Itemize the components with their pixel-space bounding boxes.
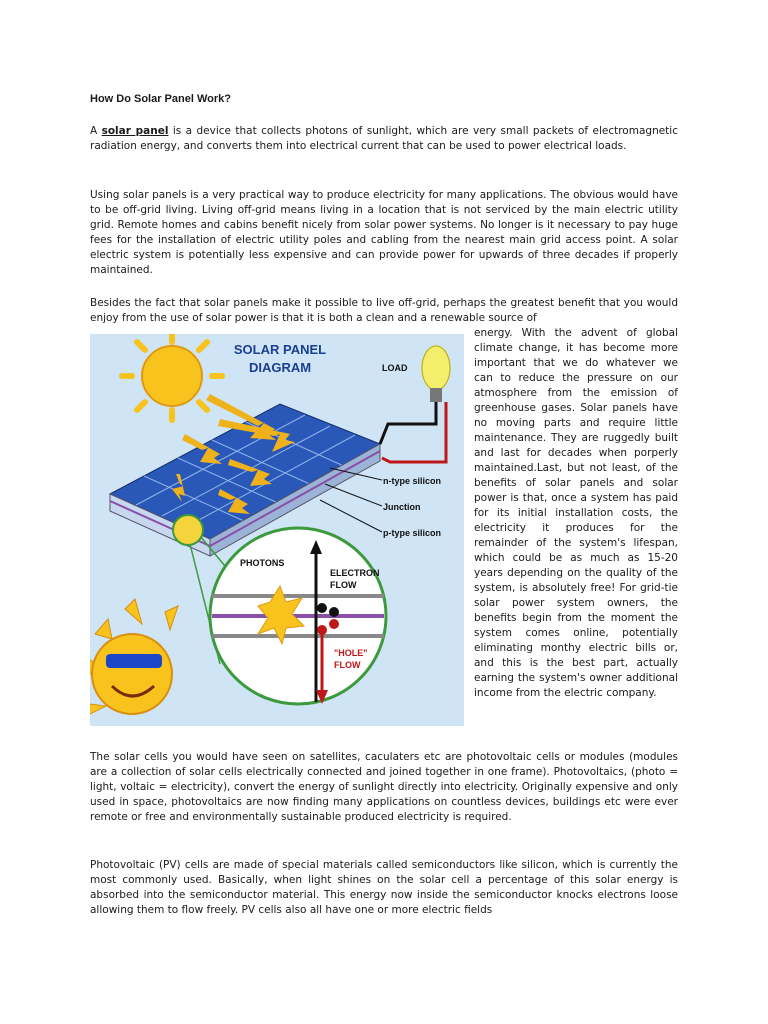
paragraph-4: The solar cells you would have seen on satellites, caculaters etc are photovoltaic cells or modules (modules are a collection of solar cells electrically connected and joined together in one frame). Photovoltaics, (photo = light, voltaic = electricity), convert the energy of sunlight directly into electricity. Originally expensive and only used in space, photovoltaics are now finding many applications on countless devices, buildings etc were ever remote or free and environmentally sustainable produced electricity is required. (90, 751, 678, 823)
paragraph-3-wrap: energy. With the advent of global climate change, it has become more important that we do whatever we can to reduce the pressure on our atmosphere from the emission of greenhouse gases. Solar panels have no moving parts and require little maintenance. They are ruggedly built and last for decades when porperly maintained.Last, but not least, of the benefits of solar panels and solar power is that, once a system has paid for its initial installation costs, the electricity it produces for the remainder of the system's lifespan, which could be as much as 15-20 years depending on the quality of the system, is absolutely free! For grid-tie solar power system owners, the benefits begin from the moment the system comes online, potentially eliminating monthy electric bills or, and this is the best part, actually earning the system's owner additional income from the electric company. (474, 327, 678, 699)
zoom-origin (173, 515, 203, 545)
magnified-cell (210, 528, 386, 704)
paragraph-5: Photovoltaic (PV) cells are made of special materials called semiconductors like silicon, which is currently the most commonly used. Basically, when light shines on the solar cell a percentage of this solar energy is absorbed into the semiconductor material. This energy now inside the semiconductor knocks electrons loose allowing them to flow freely. PV cells also all have one or more electric fields (90, 859, 678, 916)
electron-label: ELECTRON (330, 568, 380, 578)
diagram-title-2: DIAGRAM (248, 360, 312, 375)
diagram-title-1: SOLAR PANEL (233, 342, 327, 357)
electron-flow-label: FLOW (330, 580, 357, 590)
p-type-label: p-type silicon (383, 528, 442, 538)
junction-label: Junction (383, 502, 421, 512)
hole-flow-label: FLOW (334, 660, 361, 670)
load-label: LOAD (382, 363, 408, 373)
solar-panel-link[interactable]: solar panel (101, 125, 169, 137)
page-title: How Do Solar Panel Work? (90, 93, 231, 105)
n-type-label: n-type silicon (383, 476, 442, 486)
para1-lead: A (90, 125, 102, 137)
solar-panel-diagram (90, 334, 464, 726)
paragraph-1 (90, 124, 678, 154)
paragraph-2: Using solar panels is a very practical way to produce electricity for many applications. The obvious would have to be off-grid living. Living off-grid means living in a location that is not serviced by the main electric utility grid. Remote homes and cabins benefit nicely from solar power systems. No longer is it necessary to pay huge fees for the installation of electric utility poles and cabling from the nearest main grid access point. A solar electric system is potentially less expensive and can provide power for upwards of three decades if properly maintained. (90, 189, 678, 276)
para1-rest: is a device that collects photons of sunlight, which are very small packets of electromagnetic radiation energy, and converts them into electrical current that can be used to power electrical loads. (90, 125, 678, 152)
photons-label: PHOTONS (240, 558, 285, 568)
hole-label: "HOLE" (334, 648, 368, 658)
paragraph-3: Besides the fact that solar panels make it possible to live off-grid, perhaps the greatest benefit that you would enjoy from the use of solar power is that it is both a clean and a renewable source of (90, 297, 678, 324)
